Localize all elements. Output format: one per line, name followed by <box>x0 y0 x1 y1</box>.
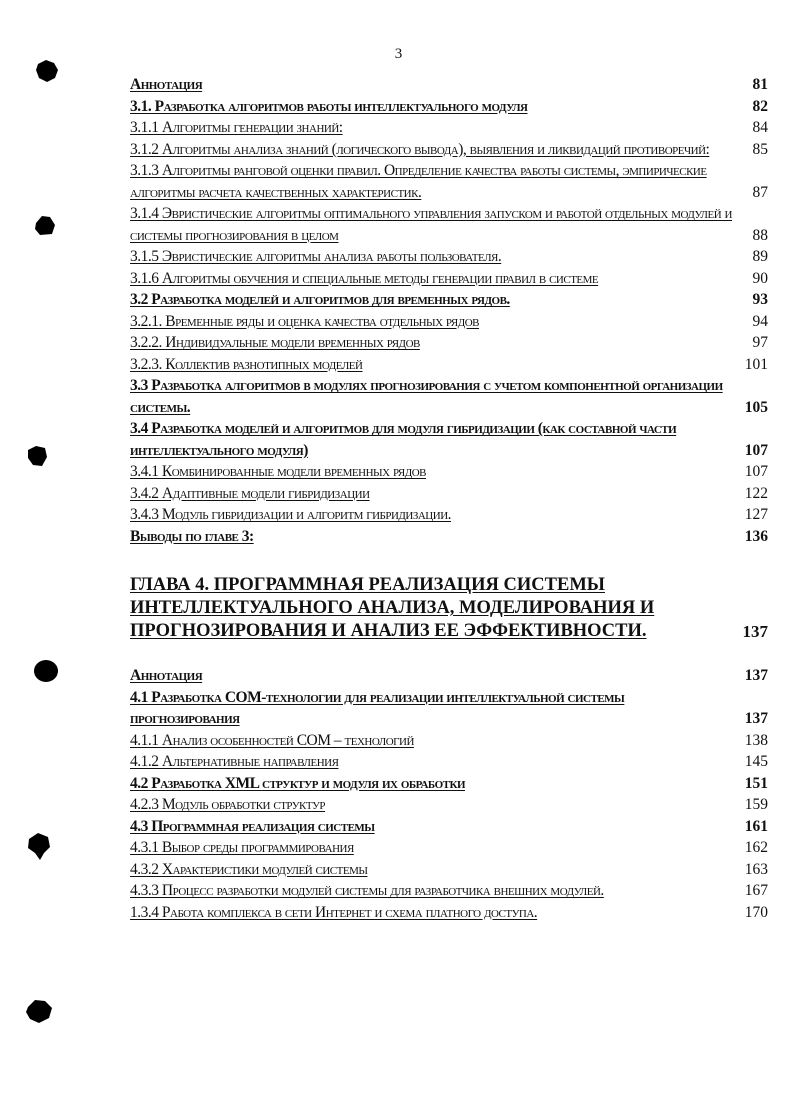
toc-entry[interactable] <box>130 160 768 203</box>
toc-entry-title: 1.3.4 Работа комплекса в сети Интернет и схема платного доступа. <box>130 903 538 921</box>
toc-entry[interactable] <box>130 203 768 246</box>
punch-hole-mark <box>34 58 60 84</box>
toc-entry-page: 107 <box>744 463 768 480</box>
toc-entry[interactable] <box>130 730 768 752</box>
toc-entry-page: 162 <box>744 839 768 856</box>
toc-entry-page: 105 <box>744 398 768 416</box>
toc-entry-page: 161 <box>744 817 768 835</box>
toc-entry-page: 163 <box>744 860 768 878</box>
toc-entry-page: 170 <box>744 903 768 921</box>
toc-entry-page: 94 <box>752 312 768 330</box>
toc-entry-title: 4.3.2 Характеристики модулей системы <box>130 860 368 878</box>
toc-entry-page: 137 <box>744 667 768 684</box>
toc-entry-page: 87 <box>752 183 768 201</box>
toc-entry[interactable] <box>130 418 768 461</box>
toc-entry[interactable] <box>130 902 768 924</box>
toc-entry[interactable] <box>130 794 768 816</box>
punch-hole-mark <box>26 444 48 468</box>
toc-entry[interactable] <box>130 289 768 311</box>
toc-entry-page: 122 <box>744 484 768 502</box>
toc-entry[interactable] <box>130 117 768 139</box>
toc-entry-title: 4.3 Программная реализация системы <box>130 817 375 835</box>
toc-entry[interactable] <box>130 526 768 548</box>
toc-entry-title: 3.2 Разработка моделей и алгоритмов для временных рядов. <box>130 291 510 308</box>
toc-entry[interactable] <box>130 96 768 118</box>
toc-entry-page: 145 <box>744 753 768 770</box>
toc-entry-title: 3.1.6 Алгоритмы обучения и специальные методы генерации правил в системе <box>130 269 599 287</box>
toc-entry-page: 93 <box>752 291 768 308</box>
toc-entry-title: Выводы по главе 3: <box>130 527 254 545</box>
toc-entry-title: 3.4.2 Адаптивные модели гибридизации <box>130 484 370 502</box>
toc-entry[interactable] <box>130 354 768 376</box>
toc-entry[interactable] <box>130 74 768 96</box>
toc-entry[interactable] <box>130 816 768 838</box>
toc-entry[interactable] <box>130 504 768 526</box>
toc-entry-title: 3.1.4 Эвристические алгоритмы оптимального управления запуском и работой отдельных модулей и системы прогнозирования в целом <box>130 205 732 244</box>
toc-entry[interactable] <box>130 687 768 730</box>
toc-entry-title: 3.4.3 Модуль гибридизации и алгоритм гибридизации. <box>130 506 452 523</box>
punch-hole-mark <box>33 658 59 684</box>
toc-entry-page: 137 <box>742 622 768 641</box>
toc-entry[interactable] <box>130 139 768 161</box>
page-number: 3 <box>394 46 403 62</box>
toc-entry[interactable] <box>130 859 768 881</box>
chapter-heading[interactable] <box>130 574 768 643</box>
punch-hole-mark <box>33 213 57 237</box>
toc-entry-page: 89 <box>752 248 768 265</box>
toc-entry-title: 3.1. Разработка алгоритмов работы интеллектуального модуля <box>130 97 528 115</box>
punch-hole-mark <box>25 998 53 1024</box>
toc-entry[interactable] <box>130 751 768 773</box>
toc-entry-title: 4.3.1 Выбор среды программирования <box>130 839 354 856</box>
toc-entry-title: 3.2.2. Индивидуальные модели временных рядов <box>130 334 420 351</box>
toc-entry[interactable] <box>130 461 768 483</box>
toc-entry-title: 3.4 Разработка моделей и алгоритмов для модуля гибридизации (как составной части интеллектуального модуля) <box>130 420 677 459</box>
toc-entry-title: 4.1.2 Альтернативные направления <box>130 753 339 770</box>
toc-entry[interactable] <box>130 246 768 268</box>
toc-entry-page: 159 <box>744 796 768 813</box>
table-of-contents <box>130 74 768 923</box>
toc-entry-page: 88 <box>752 226 768 244</box>
toc-entry[interactable] <box>130 837 768 859</box>
toc-entry-page: 84 <box>752 119 768 136</box>
toc-entry-page: 85 <box>752 140 768 158</box>
punch-hole-mark <box>26 831 52 861</box>
toc-entry-title: 3.2.3. Коллектив разнотипных моделей <box>130 355 363 373</box>
toc-entry[interactable] <box>130 773 768 795</box>
toc-entry-page: 138 <box>744 731 768 749</box>
toc-entry-title: 3.4.1 Комбинированные модели временных рядов <box>130 463 426 480</box>
toc-entry-page: 107 <box>744 441 768 459</box>
toc-entry-page: 82 <box>752 97 768 115</box>
toc-entry-title: 3.1.2 Алгоритмы анализа знаний (логического вывода), выявления и ликвидаций противоречий: <box>130 140 710 158</box>
toc-entry-title: 3.2.1. Временные ряды и оценка качества отдельных рядов <box>130 312 479 330</box>
toc-entry-title: Аннотация <box>130 667 203 684</box>
toc-entry-page: 137 <box>744 710 768 727</box>
toc-entry[interactable] <box>130 483 768 505</box>
toc-entry-title: 3.3 Разработка алгоритмов в модулях прогнозирования с учетом компонентной организации системы. <box>130 377 723 416</box>
toc-entry-title: 4.1 Разработка COM-технологии для реализации интеллектуальной системы прогнозирования <box>130 688 625 727</box>
toc-entry-title: 3.1.5 Эвристические алгоритмы анализа работы пользователя. <box>130 248 502 265</box>
toc-entry-page: 136 <box>744 527 768 545</box>
toc-entry-title: 3.1.1 Алгоритмы генерации знаний: <box>130 119 343 136</box>
toc-entry-page: 81 <box>752 76 768 93</box>
toc-entry-page: 167 <box>744 882 768 899</box>
toc-entry[interactable] <box>130 665 768 687</box>
toc-entry[interactable] <box>130 311 768 333</box>
toc-entry[interactable] <box>130 268 768 290</box>
toc-entry[interactable] <box>130 332 768 354</box>
toc-entry-title: 3.1.3 Алгоритмы ранговой оценки правил. Определение качества работы системы, эмпирические алгоритмы расчета качественных характеристик. <box>130 162 707 201</box>
toc-entry-page: 101 <box>744 355 768 373</box>
toc-entry-page: 90 <box>752 269 768 287</box>
toc-entry-title: 4.2.3 Модуль обработки структур <box>130 796 326 813</box>
toc-entry-title: 4.3.3 Процесс разработки модулей системы для разработчика внешних модулей. <box>130 882 604 899</box>
toc-entry-title: Аннотация <box>130 76 203 93</box>
toc-entry-title: 4.2 Разработка XML структур и модуля их обработки <box>130 774 466 792</box>
toc-entry[interactable] <box>130 880 768 902</box>
toc-entry-title: 4.1.1 Анализ особенностей COM – технологий <box>130 731 414 749</box>
toc-entry-page: 127 <box>744 506 768 523</box>
toc-entry[interactable] <box>130 375 768 418</box>
toc-entry-title: ГЛАВА 4. ПРОГРАММНАЯ РЕАЛИЗАЦИЯ СИСТЕМЫ ИНТЕЛЛЕКТУАЛЬНОГО АНАЛИЗА, МОДЕЛИРОВАНИЯ И ПРОГНОЗИРОВАНИЯ И АНАЛИЗ ЕЕ ЭФФЕКТИВНОСТИ. <box>130 575 655 641</box>
toc-entry-page: 97 <box>752 334 768 351</box>
toc-entry-page: 151 <box>744 774 768 792</box>
